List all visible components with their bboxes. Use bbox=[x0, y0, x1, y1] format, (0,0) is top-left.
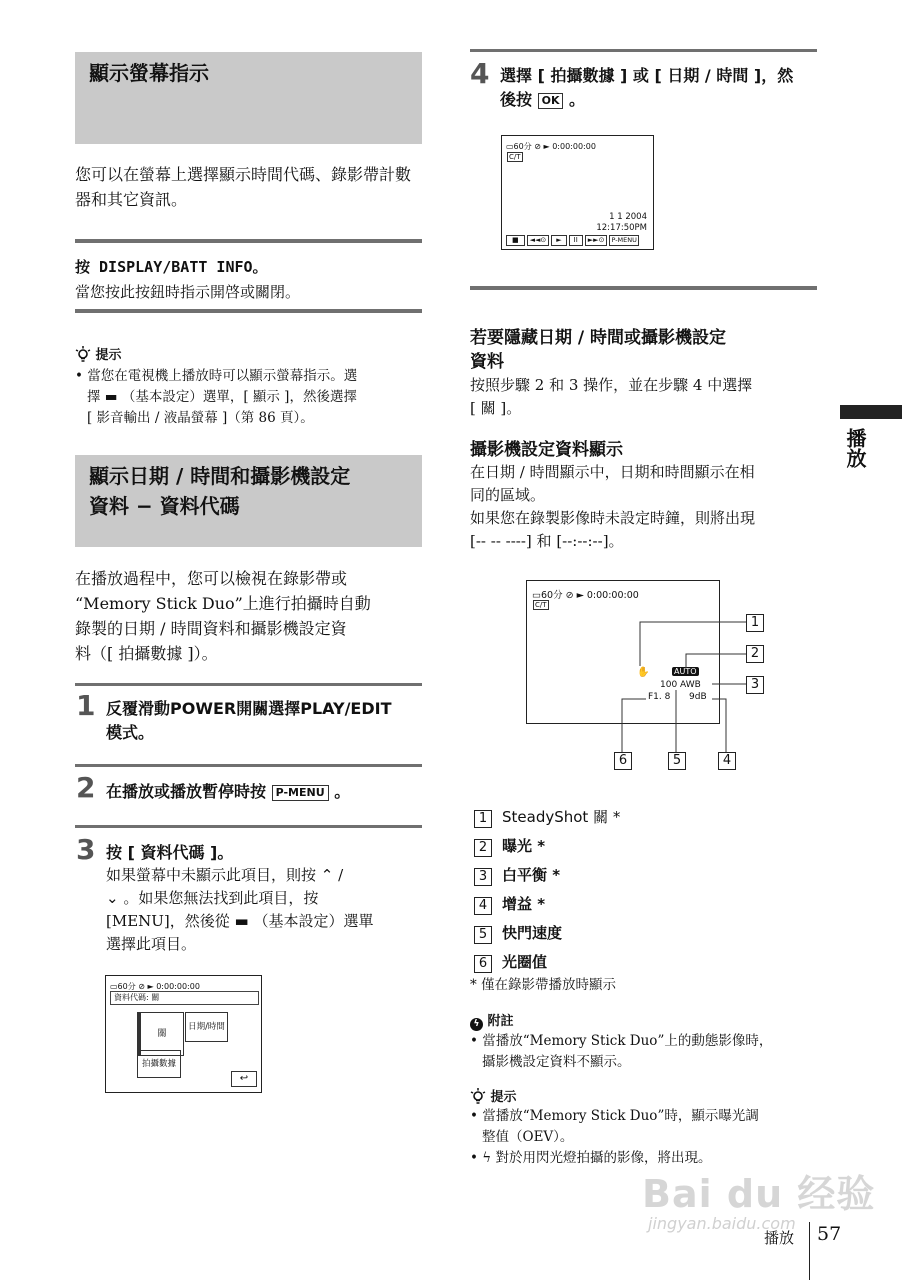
steadyshot-off-icon: ✋ bbox=[637, 667, 650, 678]
footer-divider bbox=[809, 1222, 810, 1280]
step-title: 按 [ 資料代碼 ]。 bbox=[106, 843, 234, 862]
status-bar: ▭60分 ⊘ ► 0:00:00:00 bbox=[110, 982, 200, 991]
tip-heading: 提示 bbox=[75, 344, 122, 363]
status-bar: ▭60分 ⊘ ► 0:00:00:00 bbox=[532, 590, 639, 601]
tip-heading: 提示 bbox=[470, 1086, 517, 1105]
section-body: 您可以在螢幕上選擇顯示時間代碼、錄影帶計數器和其它資訊。 bbox=[75, 165, 412, 209]
step-text: 在播放或播放暫停時按 P-MENU 。 bbox=[106, 782, 351, 801]
lightbulb-icon bbox=[470, 1090, 491, 1105]
callout-6: 6 bbox=[614, 752, 632, 770]
step-number: 2 bbox=[76, 771, 96, 804]
callout-3: 3 bbox=[746, 676, 764, 694]
footer-section: 播放 bbox=[764, 1229, 795, 1247]
white-balance-display: 100 AWB bbox=[660, 680, 701, 690]
legend-item: 3 白平衡 * bbox=[474, 861, 620, 890]
press-display-desc: 當您按此按鈕時指示開啓或關閉。 bbox=[75, 283, 301, 301]
legend-item: 2 曝光 * bbox=[474, 832, 620, 861]
tip-text: • 當您在電視機上播放時可以顯示螢幕指示。選 擇 ▬ （基本設定）選單，[ 顯示 ]，然後選擇 [ 影音輸出 / 液晶螢幕 ]（第 86 頁）。 bbox=[75, 368, 358, 426]
gain-display: 9dB bbox=[689, 692, 707, 702]
note-icon: ϟ bbox=[470, 1018, 483, 1031]
press-display-instruction: 按 DISPLAY/BATT INFO。 bbox=[75, 258, 268, 276]
option-camera-data[interactable]: 拍攝數據 bbox=[137, 1050, 181, 1078]
side-tab-marker bbox=[840, 405, 902, 419]
callout-5: 5 bbox=[668, 752, 686, 770]
section-title: 顯示螢幕指示 bbox=[89, 61, 209, 85]
callout-1: 1 bbox=[746, 614, 764, 632]
legend-item: 6 光圈值 bbox=[474, 948, 620, 977]
camera-data-title: 攝影機設定資料顯示 bbox=[470, 440, 623, 460]
section-title-line1: 顯示日期 / 時間和攝影機設定 bbox=[89, 464, 351, 488]
play-button[interactable]: ► bbox=[551, 235, 566, 246]
footnote: * 僅在錄影帶播放時顯示 bbox=[470, 977, 617, 993]
camera-data-body: 在日期 / 時間顯示中，日期和時間顯示在相 同的區域。 如果您在錄製影像時未設定時鐘，則將出現 [-- -- ----] 和 [--:--:--]。 bbox=[470, 463, 756, 550]
section-title-line2: 資料 − 資料代碼 bbox=[89, 494, 240, 518]
hide-data-body: 按照步驟 2 和 3 操作，並在步驟 4 中選擇 [ 關 ]。 bbox=[470, 376, 753, 417]
menu-row: 資料代碼: 關 bbox=[110, 991, 259, 1005]
p-menu-button[interactable]: P-MENU bbox=[611, 236, 637, 244]
callout-4: 4 bbox=[718, 752, 736, 770]
step-desc: 如果螢幕中未顯示此項目，則按 ⌃ / ⌄ 。如果您無法找到此項目，按 [MENU]，然後從 ▬ （基本設定）選單 選擇此項目。 bbox=[106, 866, 374, 953]
note-text: • 當播放“Memory Stick Duo”上的動態影像時， 攝影機設定資料不顯示。 bbox=[470, 1033, 773, 1070]
side-tab-label: 播放 bbox=[843, 428, 867, 468]
hide-data-title: 若要隱藏日期 / 時間或攝影機設定 資料 bbox=[470, 328, 727, 372]
p-menu-key: P-MENU bbox=[272, 785, 329, 801]
step-number: 1 bbox=[76, 689, 96, 722]
aperture-display: F1. 8 bbox=[648, 692, 671, 702]
tip-text: • 當播放“Memory Stick Duo”時，顯示曝光調 整值（OEV）。 • ϟ 對於用閃光燈拍攝的影像，將出現。 bbox=[470, 1108, 759, 1166]
stop-button[interactable]: ■ bbox=[506, 235, 525, 246]
divider bbox=[75, 825, 422, 828]
step-text: 反覆滑動POWER開關選擇PLAY/EDIT 模式。 bbox=[106, 699, 392, 742]
step-number: 4 bbox=[470, 57, 490, 90]
camera-mode-icon: C/T bbox=[509, 153, 521, 161]
callout-legend bbox=[474, 803, 620, 977]
note-heading: ϟ 附註 bbox=[470, 1010, 514, 1031]
time-display: 12:17:50PM bbox=[596, 223, 647, 233]
ok-key: OK bbox=[538, 93, 564, 109]
return-icon[interactable]: ↩ bbox=[231, 1071, 257, 1087]
step-number: 3 bbox=[76, 833, 96, 866]
legend-item: 4 增益 * bbox=[474, 890, 620, 919]
step-text: 選擇 [ 拍攝數據 ] 或 [ 日期 / 時間 ]，然 後按 OK 。 bbox=[500, 66, 794, 109]
legend-item: 5 快門速度 bbox=[474, 919, 620, 948]
camera-mode-icon: C/T bbox=[535, 601, 547, 609]
auto-exposure-badge: AUTO bbox=[674, 667, 697, 676]
option-date-time[interactable]: 日期/時間 bbox=[185, 1012, 228, 1042]
lcd-screen-data-code-menu bbox=[105, 975, 262, 1093]
page-number: 57 bbox=[817, 1223, 842, 1245]
legend-item: 1 SteadyShot 關 * bbox=[474, 803, 620, 832]
option-off[interactable]: 關 bbox=[137, 1012, 184, 1056]
rewind-button[interactable]: ◄◄⊙ bbox=[527, 235, 550, 246]
watermark-logo: Bai du 经验 bbox=[642, 1172, 876, 1216]
pause-button[interactable]: II bbox=[569, 235, 583, 246]
fast-forward-button[interactable]: ►►⊙ bbox=[585, 235, 608, 246]
section-body: 在播放過程中，您可以檢視在錄影帶或 “Memory Stick Duo”上進行拍攝時自動 錄製的日期 / 時間資料和攝影機設定資 料（[ 拍攝數據 ]）。 bbox=[75, 569, 371, 663]
watermark-url: jingyan.baidu.com bbox=[648, 1214, 796, 1233]
date-display: 1 1 2004 bbox=[609, 212, 647, 222]
callout-2: 2 bbox=[746, 645, 764, 663]
status-bar: ▭60分 ⊘ ► 0:00:00:00 bbox=[506, 142, 596, 151]
